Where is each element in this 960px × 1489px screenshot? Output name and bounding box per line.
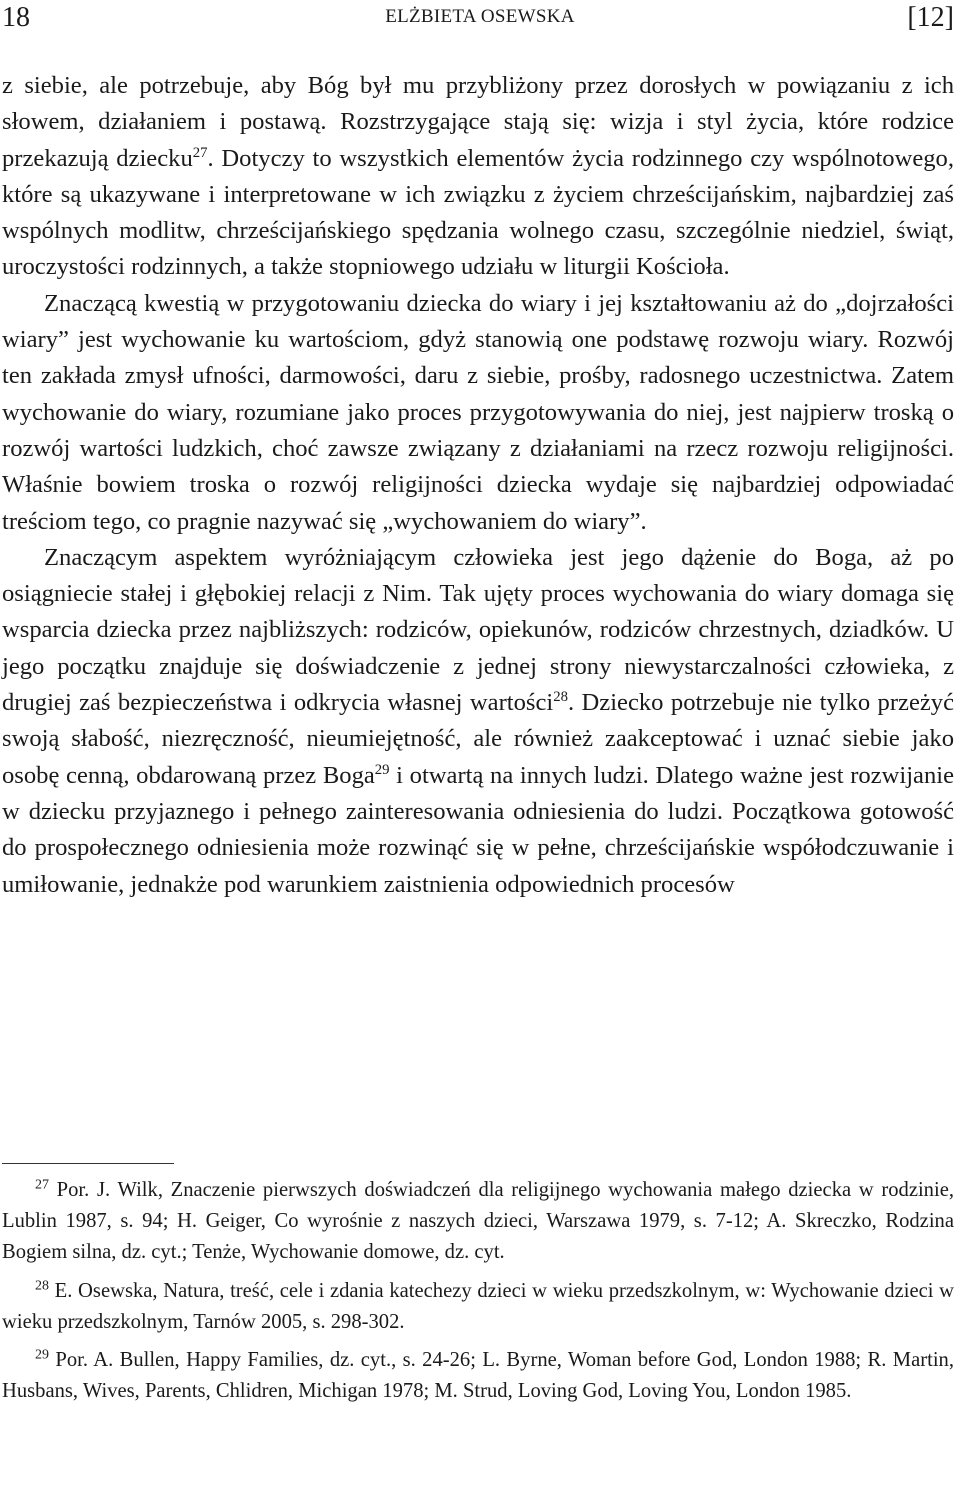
paragraph-1 — [2, 68, 954, 286]
section-number: [12] — [907, 2, 954, 33]
footnote-number: 29 — [35, 1347, 49, 1363]
footnote-separator — [2, 1163, 174, 1164]
footnote-27 — [2, 1175, 954, 1269]
footnote-text: Por. A. Bullen, Happy Families, dz. cyt., s. 24-26; L. Byrne, Woman before God, London 1988; R. Martin, Husbans, Wives, Parents, Chlidren, Michigan 1978; M. Strud, Loving God, Loving You, London 1985. — [2, 1349, 954, 1403]
paragraph-3 — [2, 540, 954, 903]
footnote-28 — [2, 1276, 954, 1338]
footnote-29 — [2, 1345, 954, 1407]
page-number: 18 — [2, 2, 30, 33]
footnote-ref-28[interactable]: 28 — [553, 689, 568, 706]
paragraph-3-text-b: . Dziecko potrzebuje nie tylko przeżyć swoją słabość, niezręczność, nieumiejętność, ale również zaakceptować i uznać siebie jako osobę cenną, obdarowaną przez Boga — [2, 689, 954, 789]
paragraph-3-text-a: Znaczącym aspektem wyróżniającym człowieka jest jego dążenie do Boga, aż po osiągniecie stałej i głębokiej relacji z Nim. Tak ujęty proces wychowania do wiary domaga się wsparcia dziecka przez najbliższych: rodziców, opiekunów, rodziców chrzestnych, dziadków. U jego początku znajduje się doświadczenie z jednej strony niewystarczalności człowieka, z drugiej zaś bezpieczeństwa i odkrycia własnej wartości — [2, 543, 954, 717]
footnote-text: E. Osewska, Natura, treść, cele i zdania katechezy dzieci w wieku przedszkolnym, w: Wychowanie dzieci w wieku przedszkolnym, Tarnów 2005, s. 298-302. — [2, 1279, 954, 1333]
running-head-author: ELŻBIETA OSEWSKA — [385, 6, 575, 27]
paragraph-1-text-a: z siebie, ale potrzebuje, aby Bóg był mu przybliżony przez dorosłych w powiązaniu z ich słowem, działaniem i postawą. Rozstrzygające stają się: wizja i styl życia, które rodzice przekazują dziecku — [2, 72, 954, 172]
footnotes — [2, 1175, 954, 1414]
main-text — [2, 68, 954, 903]
footnote-number: 28 — [35, 1277, 49, 1293]
footnote-ref-27[interactable]: 27 — [192, 144, 208, 161]
running-header — [0, 0, 960, 40]
footnote-ref-29[interactable]: 29 — [374, 761, 390, 778]
paragraph-2: Znaczącą kwestią w przygotowaniu dziecka do wiary i jej kształtowaniu aż do „dojrzałości wiary” jest wychowanie ku wartościom, gdyż stanowią one podstawę rozwoju wiary. Rozwój ten zakłada zmysł ufności, darmowości, daru z siebie, prośby, radosnego uczestnictwa. Zatem wychowanie do wiary, rozumiane jako proces przygotowywania do niej, jest najpierw troską o rozwój wartości ludzkich, choć zawsze związany z działaniami na rzecz rozwoju religijności. Właśnie bowiem troska o rozwój religijności dziecka wydaje się najbardziej odpowiadać treściom tego, co pragnie nazywać się „wychowaniem do wiary”. — [2, 289, 954, 535]
paragraph-3-text-c: i otwartą na innych ludzi. Dlatego ważne jest rozwijanie w dziecku przyjaznego i pełnego zainteresowania odniesienia do ludzi. Początkowa gotowość do prospołecznego odniesienia może rozwinąć się w pełne, chrześcijańskie współodczuwanie i umiłowanie, jednakże pod warunkiem zaistnienia odpowiednich procesów — [2, 761, 954, 898]
footnote-number: 27 — [35, 1177, 49, 1193]
paragraph-1-text-b: . Dotyczy to wszystkich elementów życia rodzinnego czy wspólnotowego, które są ukazywane i interpretowane w ich związku z życiem chrześcijańskim, najbardziej zaś wspólnych modlitw, chrześcijańskiego spędzania wolnego czasu, szczególnie niedziel, świąt, uroczystości rodzinnych, a także stopniowego udziału w liturgii Kościoła. — [2, 144, 954, 281]
footnote-text: Por. J. Wilk, Znaczenie pierwszych doświadczeń dla religijnego wychowania małego dziecka w rodzinie, Lublin 1987, s. 94; H. Geiger, Co wyrośnie z naszych dzieci, Warszawa 1979, s. 7-12; A. Skreczko, Rodzina Bogiem silna, dz. cyt.; Tenże, Wychowanie domowe, dz. cyt. — [2, 1179, 954, 1264]
